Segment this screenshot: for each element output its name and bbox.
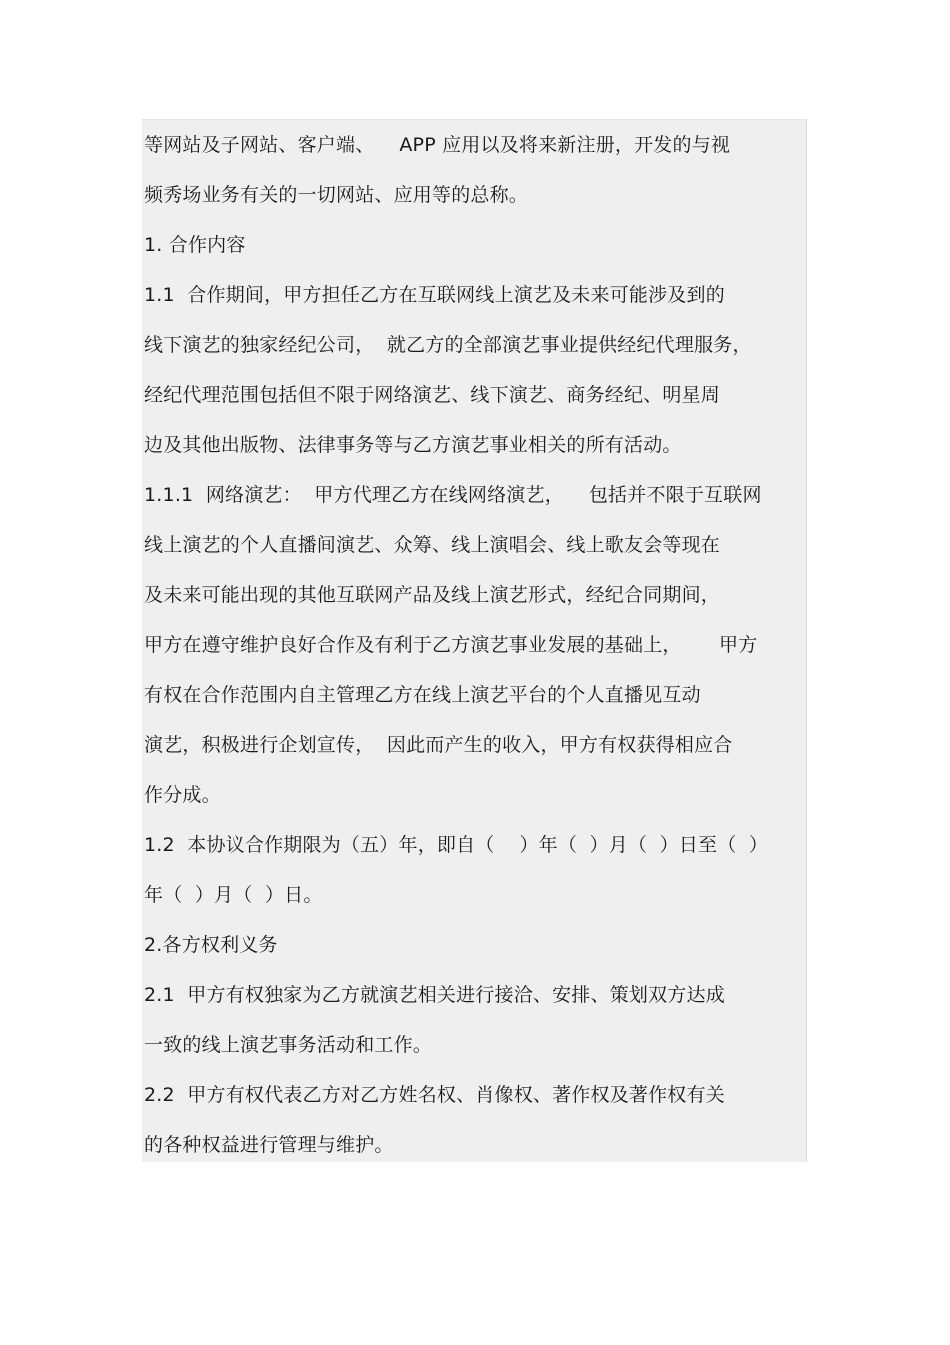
text-line: 线上演艺的个人直播间演艺、众筹、线上演唱会、线上歌友会等现在: [144, 534, 721, 556]
text-line: 1.2 本协议合作期限为（五）年，即自（ ）年（ ）月（ ）日至（ ）: [144, 834, 769, 856]
section-heading: 1. 合作内容: [144, 234, 246, 256]
text-line: 年（ ）月（ ）日。: [144, 884, 323, 906]
text-line: 一致的线上演艺事务活动和工作。: [144, 1034, 433, 1056]
section-heading: 2.各方权利义务: [144, 934, 278, 956]
text-line: 的各种权益进行管理与维护。: [144, 1134, 394, 1156]
text-line: 1.1 合作期间，甲方担任乙方在互联网线上演艺及未来可能涉及到的: [144, 284, 725, 306]
text-line: 有权在合作范围内自主管理乙方在线上演艺平台的个人直播见互动: [144, 684, 701, 706]
text-line: 甲方在遵守维护良好合作及有利于乙方演艺事业发展的基础上， 甲方: [144, 634, 758, 656]
text-line: 经纪代理范围包括但不限于网络演艺、线下演艺、商务经纪、明星周: [144, 384, 721, 406]
text-line: 演艺，积极进行企划宣传， 因此而产生的收入，甲方有权获得相应合: [144, 734, 733, 756]
text-line: 线下演艺的独家经纪公司， 就乙方的全部演艺事业提供经纪代理服务，: [144, 334, 752, 356]
text-line: 1.1.1 网络演艺： 甲方代理乙方在线网络演艺， 包括并不限于互联网: [144, 484, 762, 506]
text-line: 2.2 甲方有权代表乙方对乙方姓名权、肖像权、著作权及著作权有关: [144, 1084, 725, 1106]
text-line: 边及其他出版物、法律事务等与乙方演艺事业相关的所有活动。: [144, 434, 682, 456]
text-line: 及未来可能出现的其他互联网产品及线上演艺形式，经纪合同期间，: [144, 584, 721, 606]
text-line: 频秀场业务有关的一切网站、应用等的总称。: [144, 184, 529, 206]
text-line: 等网站及子网站、客户端、 APP 应用以及将来新注册，开发的与视: [144, 134, 731, 156]
text-line: 作分成。: [144, 784, 221, 806]
text-line: 2.1 甲方有权独家为乙方就演艺相关进行接洽、安排、策划双方达成: [144, 984, 725, 1006]
